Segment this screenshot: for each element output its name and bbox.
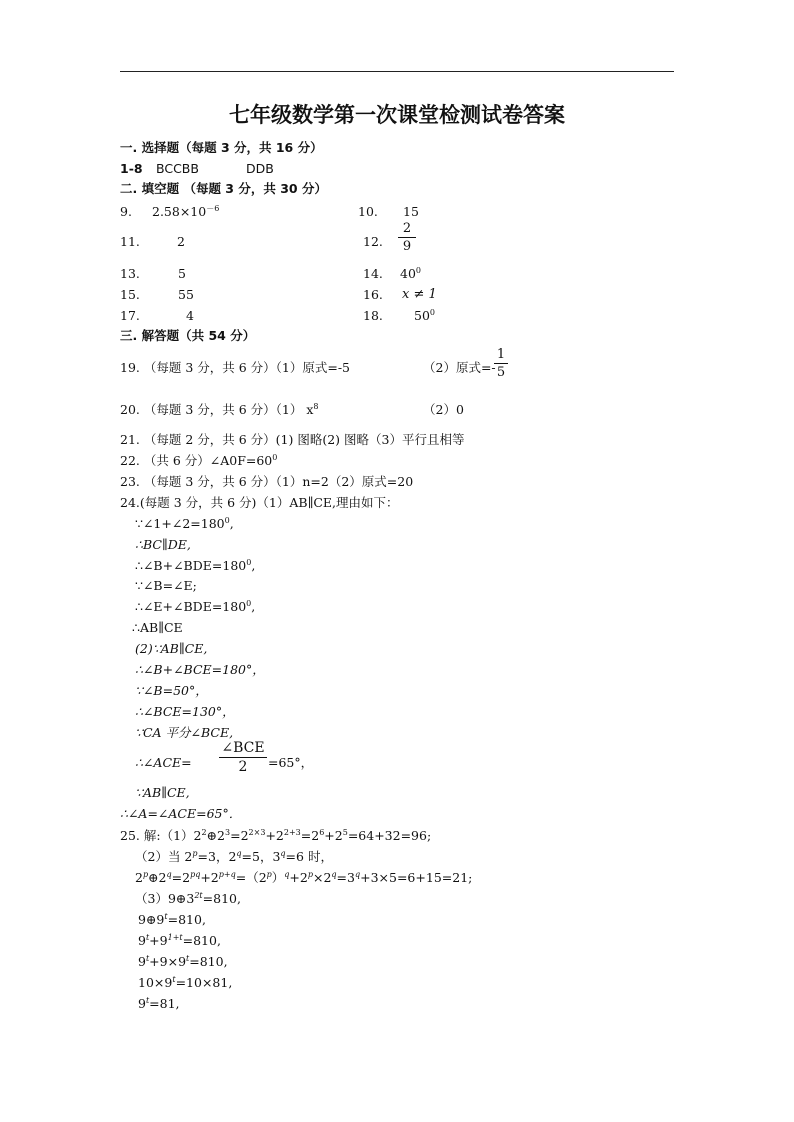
q24-heading: 24.(每题 3 分，共 6 分)（1）AB∥CE,理由如下： xyxy=(120,495,399,510)
q24-line-5-exp: 0 xyxy=(246,599,252,608)
q24-fraction-denominator: 2 xyxy=(238,759,248,775)
q18-answer xyxy=(414,310,435,323)
q25-l3-e4: p+q xyxy=(218,870,236,879)
q24-line-5-tail: , xyxy=(251,599,256,614)
q25-l1-e1: 2 xyxy=(201,828,207,837)
q25-l3-d: +2 xyxy=(200,870,219,885)
q25-l3-i: ×2 xyxy=(312,870,332,885)
q25-line-4 xyxy=(135,893,241,906)
q25-l4-b: =810, xyxy=(202,891,241,906)
mc-answer-part-a: BCCBB xyxy=(156,161,199,176)
mc-answer-part-b: DDB xyxy=(246,161,274,176)
fraction-bar xyxy=(219,757,267,758)
q25-l5-b: =810, xyxy=(167,912,206,927)
q19-numerator: 1 xyxy=(496,347,506,362)
q25-l7-e2: t xyxy=(186,954,190,963)
q24-line-3-text: ∴∠B+∠BDE=180 xyxy=(135,558,247,573)
q9-base: 2.58×10 xyxy=(152,204,207,219)
q25-l3-a: 2 xyxy=(135,870,143,885)
q25-l3-b: ⊕2 xyxy=(148,870,167,885)
q20-text: 20. （每题 3 分，共 6 分）（1） x xyxy=(120,402,314,417)
q24-fraction-numerator: ∠BCE xyxy=(221,740,265,756)
q25-line-7 xyxy=(138,956,228,969)
q18-number: 18. xyxy=(363,308,383,323)
q24-line-1-tail: , xyxy=(229,516,234,531)
q25-l3-e9: q xyxy=(354,870,361,879)
fraction-bar xyxy=(398,237,416,238)
q25-l4-a: （3）9⊕3 xyxy=(135,891,195,906)
q22-text: 22. （共 6 分）∠A0F=60 xyxy=(120,453,273,468)
q13-answer: 5 xyxy=(178,266,186,281)
q25-l3-e7: p xyxy=(307,870,313,879)
q19-part-2: （2）原式=- xyxy=(423,360,496,375)
q25-l1-e4: 2+3 xyxy=(283,828,301,837)
q25-l6-e1: t xyxy=(145,933,150,942)
q16-answer: x ≠ 1 xyxy=(402,287,437,302)
q25-l1-h: =64+32=96; xyxy=(347,828,432,843)
q23-answer: 23. （每题 3 分，共 6 分）（1）n=2（2）原式=20 xyxy=(120,474,414,489)
q12-numerator: 2 xyxy=(402,221,412,236)
q20-exponent: 8 xyxy=(313,402,319,411)
q16-number: 16. xyxy=(363,287,383,302)
q25-line-3 xyxy=(135,872,472,885)
q25-l9-b: =81, xyxy=(149,996,180,1011)
q9-number: 9. xyxy=(120,204,132,219)
section-3-heading: 三. 解答题（共 54 分） xyxy=(120,328,256,343)
q25-l8-b: =10×81, xyxy=(175,975,233,990)
q19-denominator: 5 xyxy=(496,365,506,380)
q12-number: 12. xyxy=(363,234,383,249)
section-1-heading: 一. 选择题（每题 3 分，共 16 分） xyxy=(120,140,323,155)
q25-l9-a: 9 xyxy=(138,996,146,1011)
q22-answer xyxy=(120,455,277,468)
q9-exponent: －6 xyxy=(206,204,220,213)
q25-l6-a: 9 xyxy=(138,933,146,948)
q25-l2-b: =3，2 xyxy=(197,849,237,864)
q25-line-1 xyxy=(120,830,431,843)
q25-l6-c: =810, xyxy=(182,933,221,948)
q24-line-3-exp: 0 xyxy=(246,558,252,567)
q24-line-9: ∵∠B=50°， xyxy=(135,683,208,698)
q24-line-1 xyxy=(135,518,234,531)
q25-l7-c: =810, xyxy=(189,954,228,969)
q25-l3-e8: q xyxy=(331,870,337,879)
q17-answer: 4 xyxy=(186,308,194,323)
q25-l3-f: =（2 xyxy=(235,870,267,885)
q24-line-4: ∵∠B=∠E; xyxy=(135,578,197,593)
q25-l3-e2: q xyxy=(166,870,172,879)
q24-line-8: ∴∠B+∠BCE=180°， xyxy=(135,662,265,677)
mc-answer-label: 1-8 xyxy=(120,161,143,176)
q25-line-6 xyxy=(138,935,221,948)
header-rule xyxy=(120,71,674,72)
q13-number: 13. xyxy=(120,266,140,281)
q25-l1-c: =2 xyxy=(230,828,249,843)
q24-line-10: ∴∠BCE=130°， xyxy=(135,704,235,719)
q25-l7-e1: t xyxy=(145,954,150,963)
q25-l5-e: t xyxy=(164,912,168,921)
q25-line-2 xyxy=(135,851,333,864)
q15-answer: 55 xyxy=(178,287,194,302)
fraction-bar xyxy=(494,363,508,364)
q25-line-5 xyxy=(138,914,206,927)
q11-number: 11. xyxy=(120,234,140,249)
q10-number: 10. xyxy=(358,204,378,219)
q25-l7-b: +9×9 xyxy=(149,954,187,969)
q17-number: 17. xyxy=(120,308,140,323)
q14-base: 40 xyxy=(400,266,416,281)
q25-l4-e: 2t xyxy=(194,891,203,900)
q25-l1-e6: 5 xyxy=(342,828,348,837)
q25-l1-e3: 2×3 xyxy=(248,828,266,837)
q25-l3-e3: pq xyxy=(190,870,201,879)
q20-part-1 xyxy=(120,404,318,417)
section-2-heading: 二. 填空题 （每题 3 分，共 30 分） xyxy=(120,181,327,196)
q12-denominator: 9 xyxy=(402,239,412,254)
q10-answer: 15 xyxy=(403,204,419,219)
q14-number: 14. xyxy=(363,266,383,281)
q24-line-5-text: ∴∠E+∠BDE=180 xyxy=(135,599,247,614)
q25-l2-e3: q xyxy=(280,849,286,858)
q24-line-12-left: ∴∠ACE= xyxy=(135,755,192,770)
q24-line-13: ∵AB∥CE, xyxy=(135,785,190,800)
q25-l9-e: t xyxy=(145,996,150,1005)
q25-l2-e1: p xyxy=(192,849,198,858)
q24-line-7: (2)∵AB∥CE, xyxy=(135,641,208,656)
q18-base: 50 xyxy=(414,308,430,323)
q25-line-8 xyxy=(138,977,232,990)
q19-part-1: 19. （每题 3 分，共 6 分）（1）原式=-5 xyxy=(120,360,351,375)
q25-l2-c: =5，3 xyxy=(241,849,281,864)
q25-l7-a: 9 xyxy=(138,954,146,969)
q25-l2-e2: q xyxy=(236,849,242,858)
q25-l5-a: 9⊕9 xyxy=(138,912,165,927)
q25-l3-e5: p xyxy=(266,870,272,879)
q24-line-12-right: =65°， xyxy=(268,755,314,770)
q25-l3-h: +2 xyxy=(289,870,308,885)
q24-fraction xyxy=(219,741,267,774)
q19-fraction xyxy=(494,348,508,379)
q12-fraction xyxy=(398,222,416,253)
q25-l3-j: =3 xyxy=(336,870,355,885)
q25-l3-k: +3×5=6+15=21; xyxy=(360,870,473,885)
q25-l8-e: t xyxy=(172,975,176,984)
q24-line-3 xyxy=(135,560,255,573)
q25-l1-d: +2 xyxy=(265,828,284,843)
q25-l1-b: ⊕2 xyxy=(206,828,226,843)
q24-line-5 xyxy=(135,601,255,614)
q25-l1-a: 25. 解:（1）2 xyxy=(120,828,202,843)
q25-line-9 xyxy=(138,998,180,1011)
q25-l3-g: ） xyxy=(271,870,285,885)
q15-number: 15. xyxy=(120,287,140,302)
q25-l3-e6: q xyxy=(284,870,290,879)
q25-l1-e5: 6 xyxy=(319,828,325,837)
q24-line-11: ∵CA 平分∠BCE, xyxy=(135,725,234,740)
q9-answer xyxy=(152,206,219,219)
q21-answer: 21. （每题 2 分，共 6 分）(1) 图略(2) 图略（3）平行且相等 xyxy=(120,432,465,447)
q25-l3-c: =2 xyxy=(171,870,191,885)
q24-line-6: ∴AB∥CE xyxy=(132,620,183,635)
q25-l1-e2: 3 xyxy=(225,828,231,837)
q25-l1-g: +2 xyxy=(324,828,343,843)
q14-exponent: 0 xyxy=(415,266,421,275)
q25-l6-b: +9 xyxy=(149,933,168,948)
q25-l2-a: （2）当 2 xyxy=(135,849,193,864)
q25-l2-d: =6 时， xyxy=(285,849,333,864)
q24-line-14: ∴∠A=∠ACE=65°． xyxy=(120,806,242,821)
q25-l8-a: 10×9 xyxy=(138,975,173,990)
q24-line-3-tail: , xyxy=(251,558,256,573)
q18-exponent: 0 xyxy=(429,308,435,317)
q25-l6-e2: 1+t xyxy=(167,933,183,942)
page-title: 七年级数学第一次课堂检测试卷答案 xyxy=(229,102,565,127)
q24-line-1-text: ∵∠1+∠2=180 xyxy=(135,516,225,531)
q20-part-2: （2）0 xyxy=(423,402,464,417)
q24-line-2: ∴BC∥DE, xyxy=(135,537,191,552)
q11-answer: 2 xyxy=(177,234,185,249)
q25-l3-e1: p xyxy=(142,870,149,879)
q25-l1-f: =2 xyxy=(300,828,320,843)
q22-exponent: 0 xyxy=(272,453,278,462)
q24-line-1-exp: 0 xyxy=(224,516,230,525)
q14-answer xyxy=(400,268,421,281)
